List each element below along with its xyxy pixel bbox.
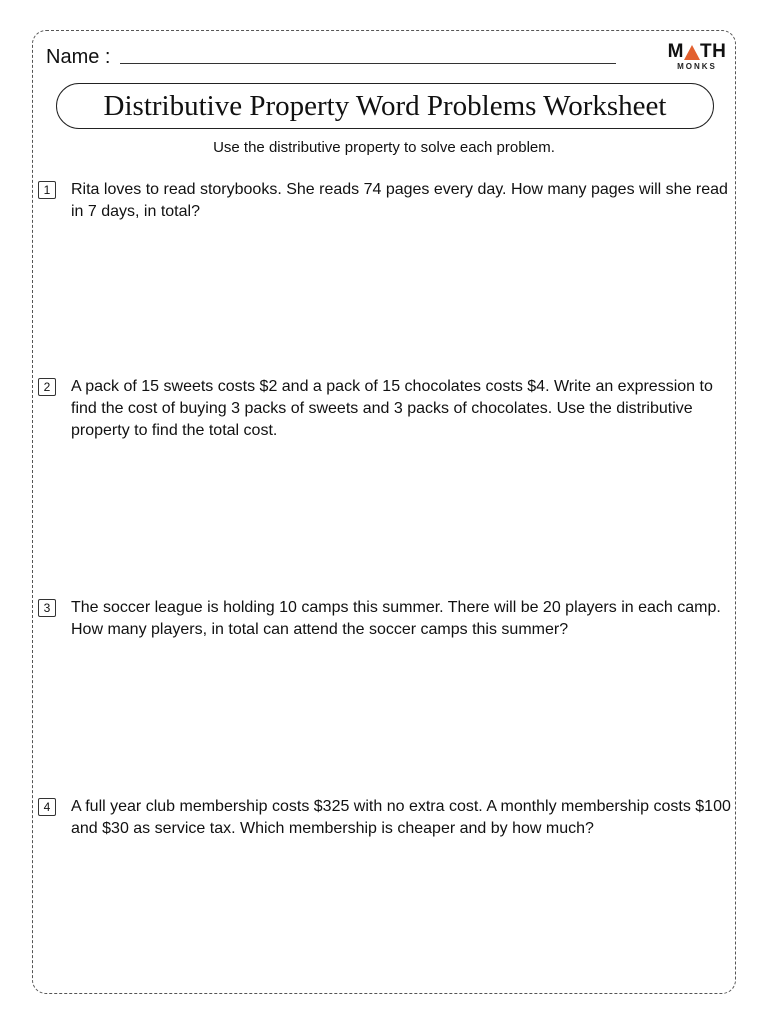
worksheet-title: Distributive Property Word Problems Worksheet xyxy=(103,90,667,122)
logo-letter-m: M xyxy=(667,41,684,62)
title-box xyxy=(56,83,714,129)
question-text: A pack of 15 sweets costs $2 and a pack of 15 chocolates costs $4. Write an expression to find the cost of buying 3 packs of sweets and 3 packs of chocolates. Use the distributive property to find the total cost. xyxy=(71,378,713,439)
question-number-badge: 3 xyxy=(38,599,56,617)
question-number-badge: 1 xyxy=(38,181,56,199)
triangle-icon xyxy=(684,45,700,60)
math-monks-logo xyxy=(666,42,728,74)
question-number-badge: 4 xyxy=(38,798,56,816)
question-text: Rita loves to read storybooks. She reads 74 pages every day. How many pages will she read in 7 days, in total? xyxy=(71,181,728,220)
question-text: A full year club membership costs $325 with no extra cost. A monthly membership costs $100 and $30 as service tax. Which membership is cheaper and by how much? xyxy=(71,798,731,837)
question-3 xyxy=(38,597,738,641)
question-4 xyxy=(38,796,738,840)
question-text: The soccer league is holding 10 camps this summer. There will be 20 players in each camp. How many players, in total can attend the soccer camps this summer? xyxy=(71,599,721,638)
logo-subtext: MONKS xyxy=(677,62,717,71)
question-1 xyxy=(38,179,738,223)
name-row xyxy=(46,38,616,68)
name-label: Name : xyxy=(46,46,111,68)
logo-letters-th: TH xyxy=(700,41,727,62)
name-field-line[interactable] xyxy=(120,45,616,64)
question-number-badge: 2 xyxy=(38,378,56,396)
page-border xyxy=(32,30,736,994)
question-2 xyxy=(38,376,738,442)
instructions: Use the distributive property to solve each problem. xyxy=(213,139,555,156)
logo-word xyxy=(666,42,728,62)
